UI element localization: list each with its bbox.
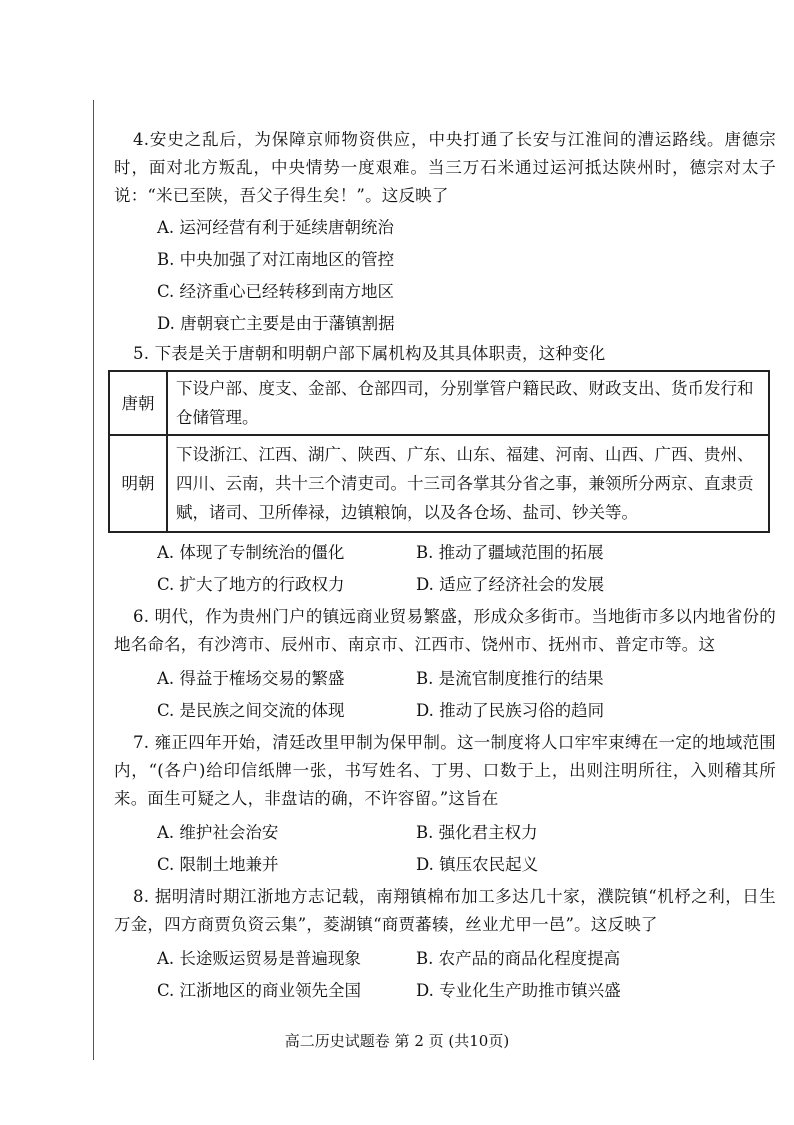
exam-page	[114, 124, 776, 1005]
question-5-stem: 5. 下表是关于唐朝和明朝户部下属机构及其具体职责，这种变化	[133, 344, 606, 363]
question-7-option-b[interactable]: B. 强化君主权力	[416, 823, 538, 842]
question-5	[114, 340, 776, 599]
question-4-option-c[interactable]: C. 经济重心已经转移到南方地区	[157, 282, 395, 301]
question-7-option-c[interactable]: C. 限制土地兼并	[157, 855, 279, 874]
question-6	[114, 603, 776, 725]
question-6-option-b[interactable]: B. 是流官制度推行的结果	[416, 669, 604, 688]
question-4-option-a[interactable]: A. 运河经营有利于延续唐朝统治	[157, 218, 394, 237]
question-8-option-b[interactable]: B. 农产品的商品化程度提高	[416, 949, 621, 968]
table-head-tang: 唐朝	[109, 371, 167, 435]
question-6-option-c[interactable]: C. 是民族之间交流的体现	[157, 701, 345, 720]
question-5-option-c[interactable]: C. 扩大了地方的行政权力	[157, 575, 345, 594]
binding-margin-line	[93, 100, 94, 1060]
question-4	[114, 126, 776, 338]
table-cell-ming: 下设浙江、江西、湖广、陕西、广东、山东、福建、河南、山西、广西、贵州、四川、云南，共十三个清吏司。十三司各掌其分省之事，兼领所分两京、直隶贡赋，诸司、卫所俸禄，边镇粮饷，以及各仓场、盐司、钞关等。	[167, 435, 769, 532]
question-8	[114, 883, 776, 1005]
table-cell-tang: 下设户部、度支、金部、仓部四司，分别掌管户籍民政、财政支出、货币发行和仓储管理。	[167, 371, 769, 435]
question-4-option-d[interactable]: D. 唐朝衰亡主要是由于藩镇割据	[157, 314, 395, 333]
question-5-option-d[interactable]: D. 适应了经济社会的发展	[416, 575, 605, 594]
page-footer: 高二历史试题卷 第 2 页 (共10页)	[284, 1032, 510, 1050]
table-head-ming: 明朝	[109, 435, 167, 532]
question-4-stem: 4.安史之乱后，为保障京师物资供应，中央打通了长安与江淮间的漕运路线。唐德宗时，面对北方叛乱，中央情势一度艰难。当三万石米通过运河抵达陕州时，德宗对太子说：“米已至陕，吾父子得生矣！”。这反映了	[114, 130, 776, 205]
question-8-stem: 8. 据明清时期江浙地方志记载，南翔镇棉布加工多达几十家，濮院镇“机杼之利，日生万金，四方商贾负资云集”，菱湖镇“商贾蕃辏，丝业尤甲一邑”。这反映了	[114, 887, 776, 934]
table-row	[109, 371, 769, 435]
table-row	[109, 435, 769, 532]
question-6-option-a[interactable]: A. 得益于榷场交易的繁盛	[157, 669, 345, 688]
question-7-option-d[interactable]: D. 镇压农民起义	[416, 855, 539, 874]
question-8-option-a[interactable]: A. 长途贩运贸易是普遍现象	[157, 949, 361, 968]
question-7-stem: 7. 雍正四年开始，清廷改里甲制为保甲制。这一制度将人口牢牢束缚在一定的地域范围内，“(各户)给印信纸牌一张，书写姓名、丁男、口数于上，出则注明所往，入则稽其所来。面生可疑之人，非盘诘的确，不许容留。”这旨在	[114, 733, 776, 808]
question-6-stem: 6. 明代，作为贵州门户的镇远商业贸易繁盛，形成众多街市。当地街市多以内地省份的地名命名，有沙湾市、辰州市、南京市、江西市、饶州市、抚州市、普定市等。这	[114, 607, 776, 654]
question-8-option-d[interactable]: D. 专业化生产助推市镇兴盛	[416, 981, 621, 1000]
question-7-option-a[interactable]: A. 维护社会治安	[157, 823, 279, 842]
question-5-option-a[interactable]: A. 体现了专制统治的僵化	[157, 543, 345, 562]
question-5-table	[108, 370, 770, 533]
question-5-option-b[interactable]: B. 推动了疆域范围的拓展	[416, 543, 604, 562]
question-7	[114, 729, 776, 879]
question-8-option-c[interactable]: C. 江浙地区的商业领先全国	[157, 981, 362, 1000]
question-4-option-b[interactable]: B. 中央加强了对江南地区的管控	[157, 250, 395, 269]
question-6-option-d[interactable]: D. 推动了民族习俗的趋同	[416, 701, 605, 720]
